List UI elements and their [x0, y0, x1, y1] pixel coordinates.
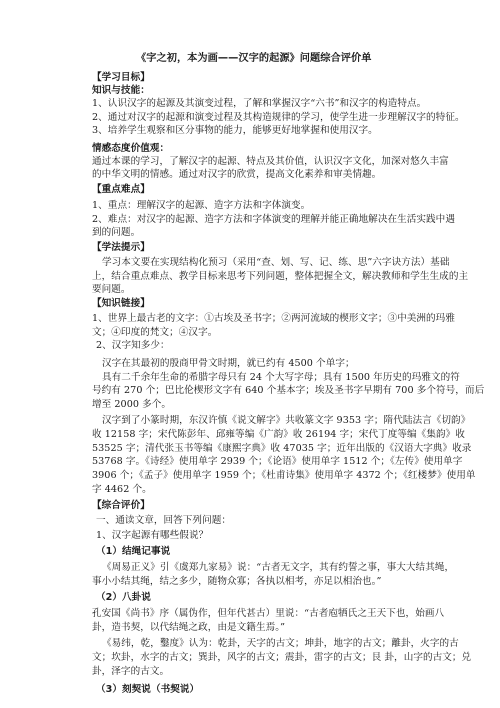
subheading-emotion-values: 情感态度价值观：: [92, 143, 170, 154]
text-line: 汉字到了小篆时期，东汉许慎《说文解字》共收篆文字 9353 字；隋代陆法言《切韵》: [102, 415, 471, 426]
text-line: 1、认识汉字的起源及其演变过程，了解和掌握汉字“六书”和汉字的构造特点。: [92, 98, 427, 109]
text-line: 学习本文要在实现结构化预习（采用“查、划、写、记、练、思”六字诀方法）基础: [102, 257, 450, 268]
section-heading-study-tips: 【学法提示】: [92, 242, 150, 253]
section-heading-evaluation: 【综合评价】: [92, 500, 150, 511]
text-line: 《周易正义》引《虞郑九家易》说：“古者无文字，其有约誓之事，事大大结其绳，: [102, 562, 455, 573]
text-line: 文；④印度的梵文；④汉字。: [92, 327, 218, 338]
text-line: 汉字在其最初的殷商甲骨文时期，就已约有 4500 个单字；: [102, 358, 355, 369]
text-line: 3、培养学生观察和区分事物的能力，能够更好地掌握和使用汉字。: [92, 125, 378, 136]
text-line: 上，结合重点难点、教学目标来思考下列问题，整体把握全文，解决教师和学生生成的主: [92, 271, 469, 282]
text-line: 号约有 270 个；巴比伦楔形文字有 640 个基本字；埃及圣书字早期有 700 多个符号，而后: [92, 385, 485, 396]
text-line: 卦，泽字的古文。: [92, 666, 170, 677]
text-line: 《易纬，乾，鑿度》认为：乾卦，天字的古文；坤卦，地字的古文；離卦，火字的古: [102, 638, 459, 649]
text-line: 字 4462 个。: [92, 484, 152, 495]
text-line: 卦，造书契，以代结绳之政，由是文籍生焉。”: [92, 622, 286, 633]
text-line: 2、难点：对汉字的起源、造字方法和字体演变的理解并能正确地解决在生活实践中遇: [92, 214, 455, 225]
subheading-bagua-theory: （2）八卦说: [96, 592, 151, 603]
section-heading-learning-goals: 【学习目标】: [92, 72, 150, 83]
subheading-carving-theory: （3）刻契说（书契说）: [96, 684, 200, 695]
subheading-knot-theory: （1）结绳记事说: [96, 546, 171, 557]
text-line: 3906 个；《孟子》使用单字 1959 个；《杜甫诗集》使用单字 4372 个；《红楼梦》使用单: [92, 470, 476, 481]
text-line: 要问题。: [92, 284, 131, 295]
text-line: 增至 2000 多个。: [92, 399, 172, 410]
text-line: 53525 字；清代张玉书等编《康熙字典》收 47035 字；近年出版的《汉语大字典》收录: [92, 443, 472, 454]
document-title: 《字之初，本为画——汉字的起源》问题综合评价单: [136, 53, 372, 64]
text-line: 收 12158 字；宋代陈彭年、邱雍等编《广韵》收 26194 字；宋代丁度等编《集韵》收: [92, 429, 465, 440]
text-line: 1、重点：理解汉字的起源、造字方法和字体演变。: [92, 200, 311, 211]
subheading-knowledge-skills: 知识与技能：: [92, 85, 150, 96]
text-line: 的中华文明的情感。通过对汉字的欣赏，提高文化素养和审美情趣。: [92, 169, 382, 180]
text-line: 53768 字。《诗经》使用单字 2939 个；《论语》使用单字 1512 个；《左传》使用单字: [92, 456, 463, 467]
question-line: 1、汉字起源有哪些假说？: [96, 530, 209, 541]
text-line: 孔安国《尚书》序（属伪作，但年代甚古）里说：“古者庖牺氏之王天下也，始画八: [92, 608, 445, 619]
text-line: 2、汉字知多少：: [96, 340, 170, 351]
section-heading-knowledge-links: 【知识链接】: [92, 298, 150, 309]
text-line: 文；坎卦，水字的古文；巽卦，风字的古文；震卦，雷字的古文；艮 卦，山字的古文；兑: [92, 652, 472, 663]
text-line: 1、世界上最古老的文字：①古埃及圣书字；②两河流域的楔形文字；③中美洲的玛雅: [92, 313, 455, 324]
section-heading-key-points: 【重点难点】: [92, 184, 150, 195]
text-line: 2、通过对汉字的起源和演变过程及其构造规律的学习，使学生进一步理解汉字的特征。: [92, 112, 465, 123]
text-line: 通过本课的学习，了解汉字的起源、特点及其价值，认识汉字文化，加深对悠久丰富: [92, 156, 449, 167]
text-line: 具有二千余年生命的希腊字母只有 24 个大写字母；具有 1500 年历史的玛雅文的符: [102, 372, 460, 383]
text-line: 事小小结其绳，结之多少，随物众寡；各执以相考，亦足以相治也。”: [92, 576, 382, 587]
text-line: 到的问题。: [92, 227, 141, 238]
text-line: 一、通读文章，回答下列问题：: [96, 515, 232, 526]
